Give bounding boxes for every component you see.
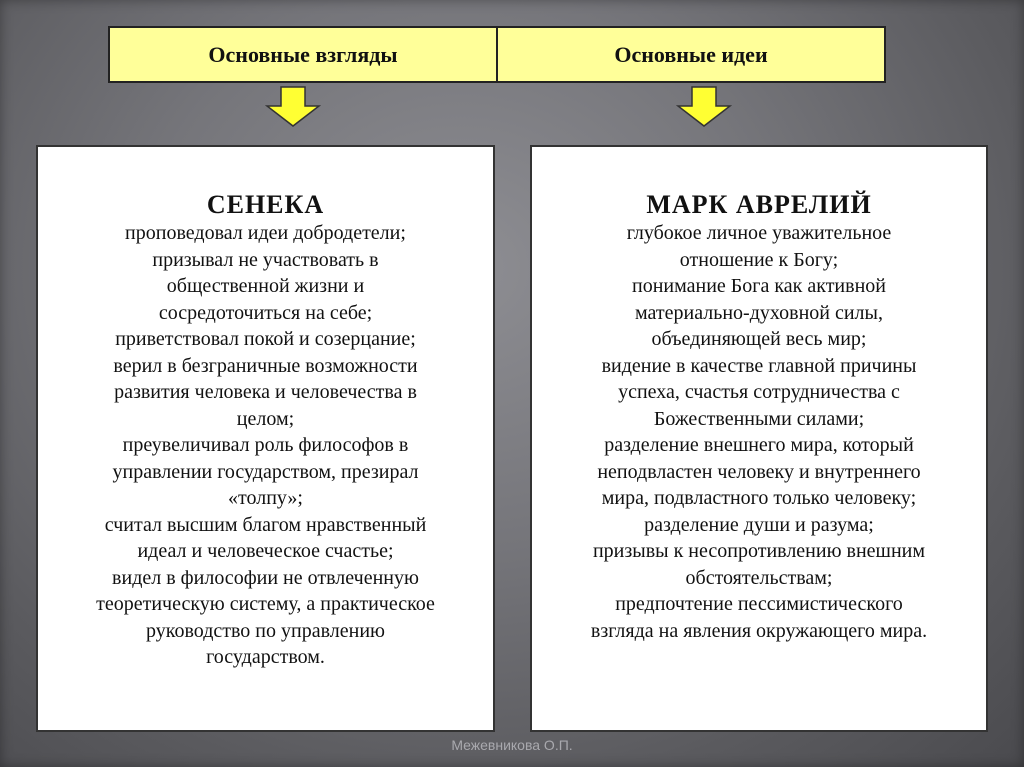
- text-line: разделение души и разума;: [644, 513, 874, 536]
- text-line: видение в качестве главной причины: [601, 354, 917, 377]
- text-line: Божественными силами;: [653, 407, 865, 430]
- header-main-ideas: Основные идеи: [614, 41, 768, 67]
- text-line: предпочтение пессимистического: [615, 593, 903, 615]
- text-line: развития человека и человечества в: [114, 381, 417, 403]
- text-line: понимание Бога как активной: [632, 275, 886, 297]
- text-line: управлении государством, презирал: [112, 460, 419, 483]
- text-line: теоретическую систему, а практическое: [96, 593, 435, 615]
- down-arrow-icon: [676, 86, 732, 128]
- marcus-aurelius-text: [538, 220, 980, 644]
- text-line: «толпу»;: [228, 487, 303, 509]
- text-line: призывы к несопротивлению внешним: [592, 540, 926, 562]
- text-line: считал высшим благом нравственный: [104, 513, 427, 536]
- header-bar: [108, 26, 886, 83]
- text-line: общественной жизни и: [166, 275, 365, 297]
- text-line: глубокое личное уважительное: [626, 222, 892, 244]
- text-line: взгляда на явления окружающего мира.: [590, 619, 928, 642]
- text-line: видел в философии не отвлеченную: [112, 566, 419, 589]
- text-line: отношение к Богу;: [679, 248, 839, 271]
- text-line: руководство по управлению: [146, 619, 385, 642]
- text-line: проповедовал идеи добродетели;: [125, 222, 406, 244]
- text-line: государством.: [206, 646, 325, 668]
- down-arrow-icon: [265, 86, 321, 128]
- text-line: приветствовал покой и созерцание;: [115, 328, 416, 350]
- text-line: неподвластен человеку и внутреннего: [597, 460, 921, 483]
- text-line: сосредоточиться на себе;: [158, 301, 373, 324]
- text-line: мира, подвластного только человеку;: [601, 487, 917, 509]
- seneca-title: СЕНЕКА: [206, 190, 325, 219]
- marcus-aurelius-title: МАРК АВРЕЛИЙ: [646, 190, 872, 219]
- marcus-aurelius-panel: [530, 145, 988, 732]
- text-line: преувеличивал роль философов в: [122, 434, 409, 456]
- text-line: целом;: [236, 407, 295, 430]
- text-line: разделение внешнего мира, который: [604, 434, 914, 456]
- text-line: верил в безграничные возможности: [113, 354, 418, 377]
- header-main-views: Основные взгляды: [110, 28, 498, 81]
- text-line: призывал не участвовать в: [152, 248, 379, 271]
- seneca-text: [44, 220, 487, 671]
- footer-author: Межевникова О.П.: [451, 737, 573, 753]
- text-line: обстоятельствам;: [685, 566, 833, 589]
- text-line: успеха, счастья сотрудничества с: [618, 381, 900, 403]
- text-line: объединяющей весь мир;: [651, 328, 867, 350]
- text-line: материально-духовной силы,: [635, 301, 883, 324]
- text-line: идеал и человеческое счастье;: [137, 540, 394, 562]
- seneca-panel: [36, 145, 495, 732]
